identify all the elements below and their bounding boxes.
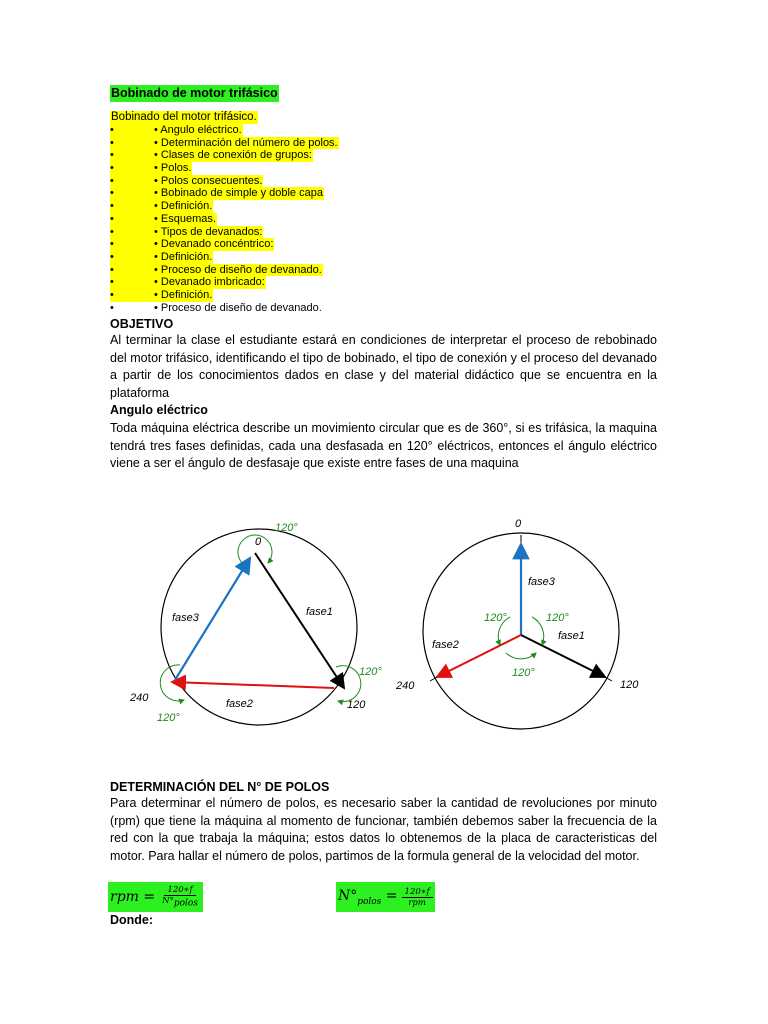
fase3-label: fase3 [172, 612, 199, 624]
polos-formula: $N^\circ_{polos}$ = $\frac{120∗f}{\text{rpm}}$ [336, 882, 435, 912]
angle-label: 120° [484, 612, 507, 624]
list-item: • • Clases de conexión de grupos: [110, 149, 312, 162]
polos-paragraph: Para determinar el número de polos, es necesario saber la cantidad de revoluciones por minuto (rpm) que tiene la máquina al momento de funcionar, también debemos saber la frecuencia de la red con la que trabaja la máquina; estos datos lo obtenemos de la placa de caracteristicas del motor. Para hallar el número de polos, partimos de la formula general de la velocidad del motor. [110, 796, 657, 863]
donde-label: Donde: [110, 913, 154, 927]
polos-heading: DETERMINACIÓN DEL N° DE POLOS [110, 780, 330, 794]
toc-heading: Bobinado del motor trifásico. [111, 111, 257, 123]
label-0: 0 [255, 536, 262, 548]
list-item: • • Tipos de devanados: [110, 225, 263, 238]
list-item: • • Devanado imbricado: [110, 276, 265, 289]
fase1-arrow [255, 553, 344, 688]
angulo-paragraph: Toda máquina eléctrica describe un movimiento circular que es de 360°, si es trifásica, la maquina tendrá tres fases definidas, cada una desfasada en 120° eléctricos, entonces el ángulo eléctrico viene a ser el ángulo de desfasaje que existe entre fases de una maquina [110, 421, 657, 470]
list-item: • • Polos consecuentes. [110, 174, 263, 187]
list-item: • • Devanado concéntrico: [110, 238, 274, 251]
angle-arc [506, 653, 536, 659]
rpm-formula: rpm = $\frac{120∗f}{N^\circ_{polos}}$ [108, 882, 203, 912]
list-item: • • Angulo eléctrico. [110, 124, 242, 136]
list-item: • • Determinación del número de polos. [110, 136, 338, 149]
fase2-label: fase2 [432, 639, 459, 651]
label-240: 240 [130, 692, 149, 704]
label-240: 240 [396, 680, 415, 692]
list-item: • • Definición. [110, 250, 213, 263]
angle-label: 120° [512, 667, 535, 679]
angle-label: 120° [157, 712, 180, 724]
list-item: • • Proceso de diseño de devanado. [110, 301, 322, 314]
list-item: • • Polos. [110, 162, 192, 175]
objetivo-paragraph: Al terminar la clase el estudiante estará en condiciones de interpretar el proceso de rebobinado del motor trifásico, identificando el tipo de bobinado, el tipo de conexión y el proceso del devanado a partir de los conocimientos dados en clase y del material didáctico que se encuentra en la plataforma [110, 333, 657, 400]
phase-angle-diagram [100, 505, 660, 740]
objetivo-heading: OBJETIVO [110, 317, 174, 331]
list-item: • • Definición. [110, 288, 213, 301]
angulo-heading: Angulo eléctrico [110, 403, 208, 417]
fase1-label: fase1 [558, 630, 585, 642]
angle-label: 120° [275, 522, 298, 534]
label-0: 0 [515, 518, 522, 530]
label-120: 120 [347, 699, 366, 711]
angle-label: 120° [359, 666, 382, 678]
list-item: • • Proceso de diseño de devanado. [110, 263, 322, 276]
list-item: • • Esquemas. [110, 212, 216, 225]
triangle-phase-diagram [129, 522, 382, 725]
fase2-label: fase2 [226, 698, 253, 710]
fase3-label: fase3 [528, 576, 555, 588]
angle-arc [336, 666, 361, 702]
list-item: • • Bobinado de simple y doble capa [110, 187, 323, 200]
fase2-arrow [172, 682, 334, 688]
label-120: 120 [620, 679, 639, 691]
angle-label: 120° [546, 612, 569, 624]
list-item: • • Definición. [110, 200, 213, 213]
document-title: Bobinado de motor trifásico [111, 86, 278, 100]
toc-list [110, 124, 510, 314]
fase1-label: fase1 [306, 606, 333, 618]
star-phase-diagram [395, 518, 639, 729]
